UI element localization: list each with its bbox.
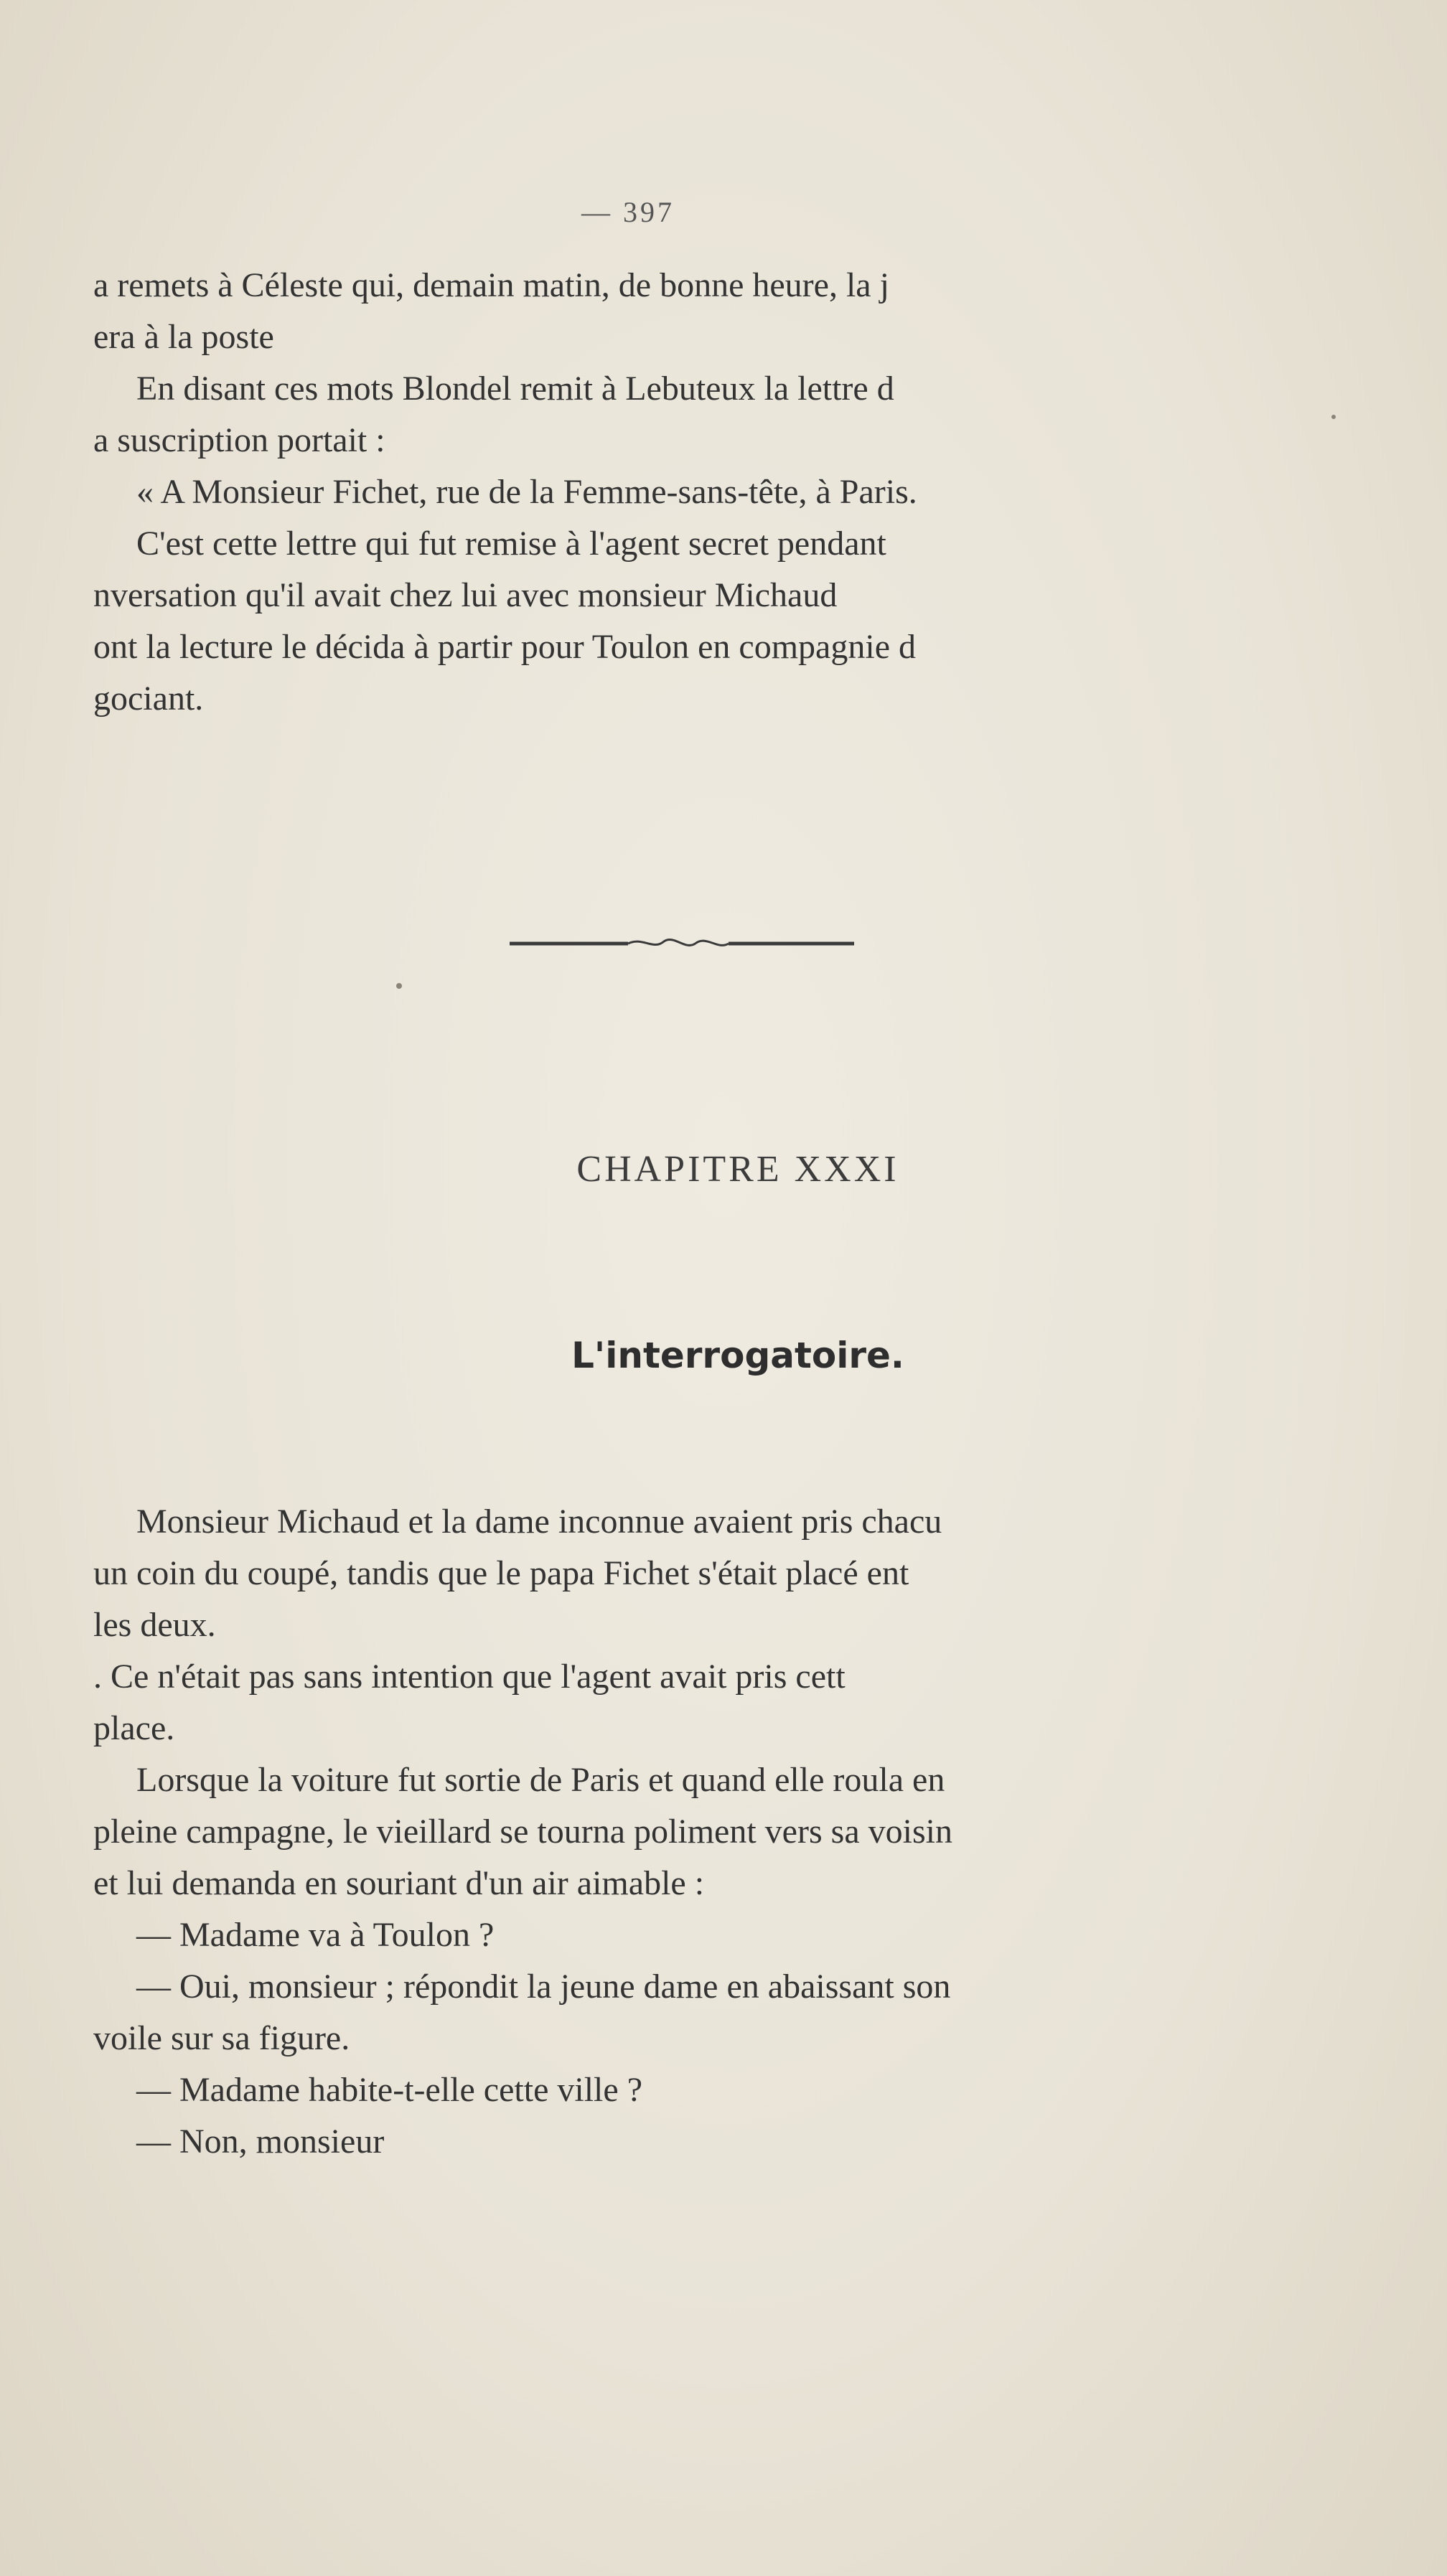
text-line: les deux. [93,1606,216,1644]
text-line: — Oui, monsieur ; répondit la jeune dame en abaissant son [136,1968,951,2006]
ornament-divider [506,933,858,954]
text-line: « A Monsieur Fichet, rue de la Femme-sans-tête, à Paris. [136,473,917,511]
paper-speck [396,983,402,989]
text-line: — Non, monsieur [136,2123,385,2161]
text-line: nversation qu'il avait chez lui avec monsieur Michaud [93,576,838,614]
text-line: place. [93,1709,175,1747]
chapter-heading: CHAPITRE XXXI [576,1149,899,1190]
text-line: Lorsque la voiture fut sortie de Paris et quand elle roula en [136,1761,945,1799]
text-line: — Madame habite-t-elle cette ville ? [136,2071,642,2109]
paper-speck [1331,415,1336,419]
chapter-title: L'interrogatoire. [571,1335,904,1376]
text-line: et lui demanda en souriant d'un air aimable : [93,1864,705,1902]
body-text-block [93,1496,1270,2168]
text-line: ont la lecture le décida à partir pour Toulon en compagnie d [93,628,916,666]
text-line: era à la poste [93,318,274,356]
text-line: pleine campagne, le vieillard se tourna poliment vers sa voisin [93,1813,952,1851]
text-line: — Madame va à Toulon ? [136,1916,495,1954]
top-text-block [93,260,1270,725]
text-line: un coin du coupé, tandis que le papa Fichet s'était placé ent [93,1554,909,1592]
text-line: C'est cette lettre qui fut remise à l'agent secret pendant [136,525,886,563]
text-line: En disant ces mots Blondel remit à Lebuteux la lettre d [136,370,894,408]
text-line: a remets à Céleste qui, demain matin, de bonne heure, la j [93,266,889,304]
page-number: — 397 [581,196,675,228]
text-line: gociant. [93,680,204,718]
text-line: voile sur sa figure. [93,2019,350,2057]
text-line: a suscription portait : [93,421,385,459]
text-line: Monsieur Michaud et la dame inconnue avaient pris chacu [136,1503,942,1541]
text-line: . Ce n'était pas sans intention que l'agent avait pris cett [93,1658,846,1696]
